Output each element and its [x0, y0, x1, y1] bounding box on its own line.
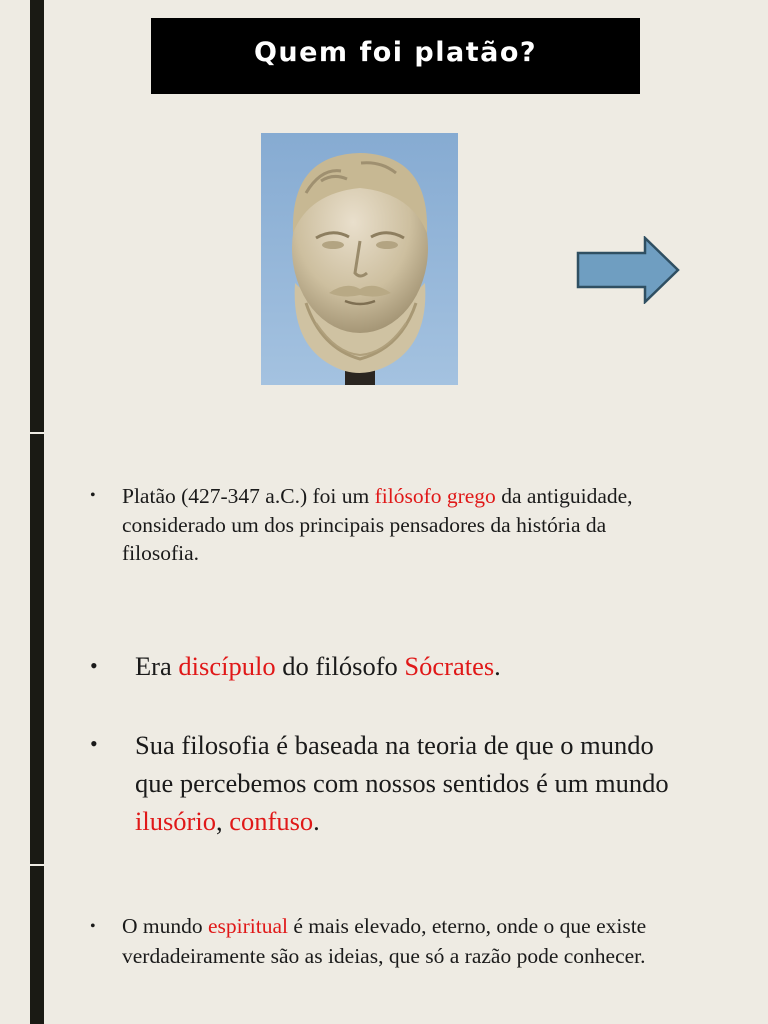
highlight-text: filósofo grego — [374, 484, 496, 508]
highlight-text: confuso — [229, 806, 314, 836]
slide-title: Quem foi platão? — [253, 36, 538, 68]
text-segment: Sua filosofia é baseada na teoria de que o mundo que percebemos com nossos sentidos é um mundo — [135, 730, 669, 798]
bullet-text — [122, 482, 650, 568]
bullet-marker: • — [90, 653, 98, 678]
text-segment: Era — [135, 651, 179, 681]
highlight-text: Sócrates — [404, 651, 495, 681]
left-bar-divider — [30, 864, 44, 866]
bullet-item-plato-intro — [90, 482, 650, 568]
bullet-marker: • — [90, 731, 98, 756]
right-arrow-icon — [576, 236, 682, 304]
text-segment: . — [313, 806, 320, 836]
text-segment: , — [215, 806, 230, 836]
bullet-marker: • — [90, 487, 96, 504]
slide-title-box — [151, 18, 640, 94]
highlight-text: ilusório — [135, 806, 216, 836]
left-bar-divider — [30, 432, 44, 434]
bullet-text — [135, 648, 501, 684]
text-segment: . — [494, 651, 501, 681]
highlight-text: espiritual — [208, 914, 289, 938]
plato-bust-image — [261, 133, 458, 385]
bullet-item-spiritual-world — [90, 912, 690, 971]
text-segment: O mundo — [122, 914, 208, 938]
bullet-text — [135, 726, 690, 840]
highlight-text: discípulo — [178, 651, 276, 681]
text-segment: é mais elevado, eterno, onde o que existe verdadeiramente são as ideias, que só a razão pode conhecer. — [122, 914, 647, 968]
text-segment: da antiguidade, considerado um dos principais pensadores da história da filosofia. — [122, 484, 633, 565]
bullet-item-philosophy — [90, 726, 690, 840]
text-segment: do filósofo — [275, 651, 405, 681]
bullet-text — [122, 912, 690, 971]
left-accent-bar — [30, 0, 44, 1024]
text-segment: Platão (427-347 a.C.) foi um — [122, 484, 375, 508]
bullet-marker: • — [90, 918, 96, 935]
bullet-item-disciple — [90, 648, 690, 684]
